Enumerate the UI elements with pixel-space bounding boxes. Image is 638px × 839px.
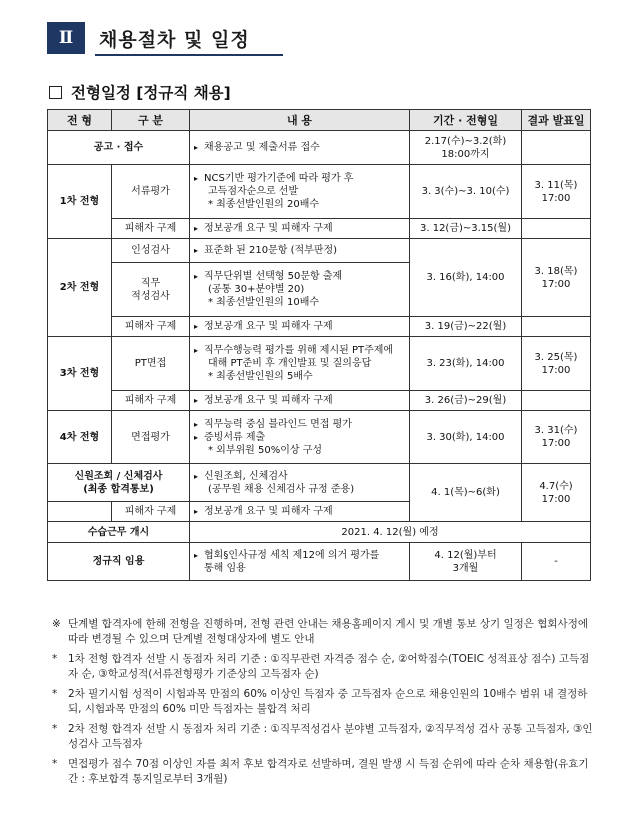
period-cell: 2.17(수)~3.2(화) 18:00까지 <box>410 131 522 165</box>
square-bullet-icon <box>49 86 62 99</box>
period-cell: 3. 16(화), 14:00 <box>410 239 522 317</box>
result-cell: 4.7(수) 17:00 <box>522 464 591 522</box>
content-cell: ▸ 정보공개 요구 및 피해자 구제 <box>190 219 410 239</box>
notes <box>52 617 597 792</box>
content-cell: 2021. 4. 12(월) 예정 <box>190 522 591 543</box>
table-row <box>48 411 591 464</box>
table-row <box>48 165 591 219</box>
table-row <box>48 317 591 337</box>
result-cell <box>522 317 591 337</box>
result-cell <box>522 219 591 239</box>
table-row <box>48 239 591 263</box>
section-header <box>47 22 250 54</box>
period-cell: 4. 1(목)~6(화) <box>410 464 522 522</box>
period-cell: 3. 19(금)~22(월) <box>410 317 522 337</box>
period-cell: 3. 23(화), 14:00 <box>410 337 522 391</box>
subsection-header <box>49 81 231 103</box>
section-number: Ⅱ <box>47 22 85 54</box>
header-period: 기간 · 전형일 <box>410 110 522 131</box>
category-cell: 피해자 구제 <box>112 219 190 239</box>
result-cell <box>522 131 591 165</box>
period-cell: 3. 12(금)~3.15(월) <box>410 219 522 239</box>
content-cell: ▸ 직무수행능력 평가를 위해 제시된 PT주제에 대해 PT준비 후 개인발표 및 질의응답 * 최종선발인원의 5배수 <box>190 337 410 391</box>
content-cell: ▸ 신원조회, 신체검사 (공무원 채용 신체검사 규정 준용) <box>190 464 410 502</box>
period-cell: 3. 3(수)~3. 10(수) <box>410 165 522 219</box>
category-cell: 피해자 구제 <box>112 317 190 337</box>
stage-cell: 정규직 임용 <box>48 543 190 581</box>
header-result: 결과 발표일 <box>522 110 591 131</box>
stage-cell: 3차 전형 <box>48 337 112 411</box>
subsection-title: 전형일정 [정규직 채용] <box>71 84 231 102</box>
schedule-table <box>47 109 591 581</box>
table-row <box>48 391 591 411</box>
table-row <box>48 337 591 391</box>
result-cell: 3. 25(목) 17:00 <box>522 337 591 391</box>
stage-cell: 1차 전형 <box>48 165 112 239</box>
content-cell: ▸ 정보공개 요구 및 피해자 구제 <box>190 502 410 522</box>
period-cell: 3. 26(금)~29(월) <box>410 391 522 411</box>
section-underline <box>95 54 283 56</box>
table-row <box>48 219 591 239</box>
category-cell: 피해자 구제 <box>112 391 190 411</box>
category-cell: PT면접 <box>112 337 190 391</box>
category-cell: 면접평가 <box>112 411 190 464</box>
table-row <box>48 543 591 581</box>
section-title: 채용절차 및 일정 <box>99 28 250 51</box>
table-row <box>48 522 591 543</box>
table-row <box>48 464 591 502</box>
stage-cell: 2차 전형 <box>48 239 112 337</box>
content-cell: ▸ 직무능력 중심 블라인드 면접 평가 ▸ 증빙서류 제출 * 외부위원 50%이상 구성 <box>190 411 410 464</box>
content-cell: ▸ 정보공개 요구 및 피해자 구제 <box>190 391 410 411</box>
stage-cell <box>48 502 112 522</box>
table-row <box>48 131 591 165</box>
content-cell: ▸ 표준화 된 210문항 (적부판정) <box>190 239 410 263</box>
note-item: * 면접평가 점수 70점 이상인 자를 최저 후보 합격자로 선발하며, 결원 발생 시 득점 순위에 따라 순차 채용함(유효기간 : 후보합격 통지일로부터 3개월) <box>52 758 589 785</box>
stage-cell: 신원조회 / 신체검사 (최종 합격통보) <box>48 464 190 502</box>
result-cell: 3. 31(수) 17:00 <box>522 411 591 464</box>
stage-cell: 공고 · 접수 <box>48 131 190 165</box>
note-item: * 2차 필기시험 성적이 시험과목 만점의 60% 이상인 득점자 중 고득점자 순으로 채용인원의 10배수 범위 내 결정하되, 시험과목 만점의 60% 미만 득점자는 불합격 처리 <box>52 688 588 715</box>
result-cell <box>522 391 591 411</box>
category-cell: 인성검사 <box>112 239 190 263</box>
content-cell: ▸ 직무단위별 선택형 50문항 출제 (공통 30+분야별 20) * 최종선발인원의 10배수 <box>190 263 410 317</box>
header-content: 내 용 <box>190 110 410 131</box>
result-cell: - <box>522 543 591 581</box>
period-cell: 3. 30(화), 14:00 <box>410 411 522 464</box>
content-cell: ▸ 협회§인사규정 세칙 제12에 의거 평가를 통해 임용 <box>190 543 410 581</box>
content-cell: ▸ 채용공고 및 제출서류 접수 <box>190 131 410 165</box>
result-cell: 3. 11(목) 17:00 <box>522 165 591 219</box>
note-item: * 2차 전형 합격자 선발 시 동점자 처리 기준 : ①직무적성검사 분야별 고득점자, ②직무적성 검사 공통 고득점자, ③인성검사 고득점자 <box>52 723 593 750</box>
stage-cell: 수습근무 개시 <box>48 522 190 543</box>
header-stage: 전 형 <box>48 110 112 131</box>
note-item: * 1차 전형 합격자 선발 시 동점자 처리 기준 : ①직무관련 자격증 점수 순, ②어학점수(TOEIC 성적표상 점수) 고득점자 순, ③학교성적(서류전형평가 기준상의 고득점자 순) <box>52 653 590 680</box>
category-cell: 피해자 구제 <box>112 502 190 522</box>
stage-cell: 4차 전형 <box>48 411 112 464</box>
note-item: ※ 단계별 합격자에 한해 전형을 진행하며, 전형 관련 안내는 채용홈페이지 게시 및 개별 통보 상기 일정은 협회사정에 따라 변경될 수 있으며 단계별 전형대상자에 별도 안내 <box>52 618 588 645</box>
category-cell: 서류평가 <box>112 165 190 219</box>
result-cell: 3. 18(목) 17:00 <box>522 239 591 317</box>
category-cell: 직무 적성검사 <box>112 263 190 317</box>
content-cell: ▸ 정보공개 요구 및 피해자 구제 <box>190 317 410 337</box>
content-cell: ▸ NCS기반 평가기준에 따라 평가 후 고득점자순으로 선발 * 최종선발인원의 20배수 <box>190 165 410 219</box>
period-cell: 4. 12(월)부터 3개월 <box>410 543 522 581</box>
header-category: 구 분 <box>112 110 190 131</box>
table-header-row <box>48 110 591 131</box>
